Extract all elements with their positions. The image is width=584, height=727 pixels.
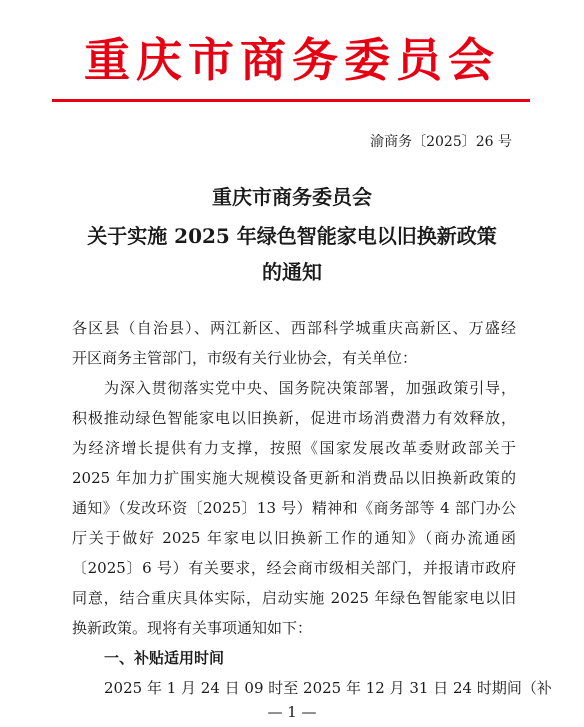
- document-number: 渝商务〔2025〕26 号: [370, 134, 512, 150]
- title-line-3: 的通知: [262, 260, 322, 284]
- title-line-1: 重庆市商务委员会: [212, 185, 372, 209]
- page-number: — 1 —: [267, 703, 317, 721]
- section-heading: 一、补贴适用时间: [104, 649, 225, 667]
- paragraph-line-7: 〔2025〕6 号）有关要求，经会商市级相关部门，并报请市政府: [72, 559, 516, 577]
- section-text-line: 2025 年 1 月 24 日 09 时至 2025 年 12 月 31 日 24 时期间（补: [104, 679, 552, 697]
- paragraph-line-5: 通知》（发改环资〔2025〕13 号）精神和《商务部等 4 部门办公: [72, 499, 516, 517]
- paragraph-line-6: 厅关于做好 2025 年家电以旧换新工作的通知》（商办流通函: [72, 529, 516, 547]
- title-line-2: 关于实施 2025 年绿色智能家电以旧换新政策: [87, 224, 497, 248]
- paragraph-line-1: 为深入贯彻落实党中央、国务院决策部署，加强政策引导，: [104, 379, 516, 397]
- paragraph-line-2: 积极推动绿色智能家电以旧换新，促进市场消费潜力有效释放，: [72, 409, 516, 427]
- paragraph-line-8: 同意，结合重庆具体实际，启动实施 2025 年绿色智能家电以旧: [72, 589, 516, 607]
- red-header-rule: [52, 99, 530, 102]
- paragraph-line-3: 为经济增长提供有力支撑，按照《国家发展改革委财政部关于: [72, 439, 516, 457]
- paragraph-line-9: 换新政策。现将有关事项通知如下：: [72, 619, 313, 637]
- addressee-line-1: 各区县（自治县）、两江新区、西部科学城重庆高新区、万盛经: [72, 319, 516, 337]
- masthead-title: 重庆市商务委员会: [84, 33, 500, 87]
- addressee-line-2: 开区商务主管部门，市级有关行业协会，有关单位：: [72, 349, 418, 367]
- paragraph-line-4: 2025 年加力扩围实施大规模设备更新和消费品以旧换新政策的: [72, 469, 516, 487]
